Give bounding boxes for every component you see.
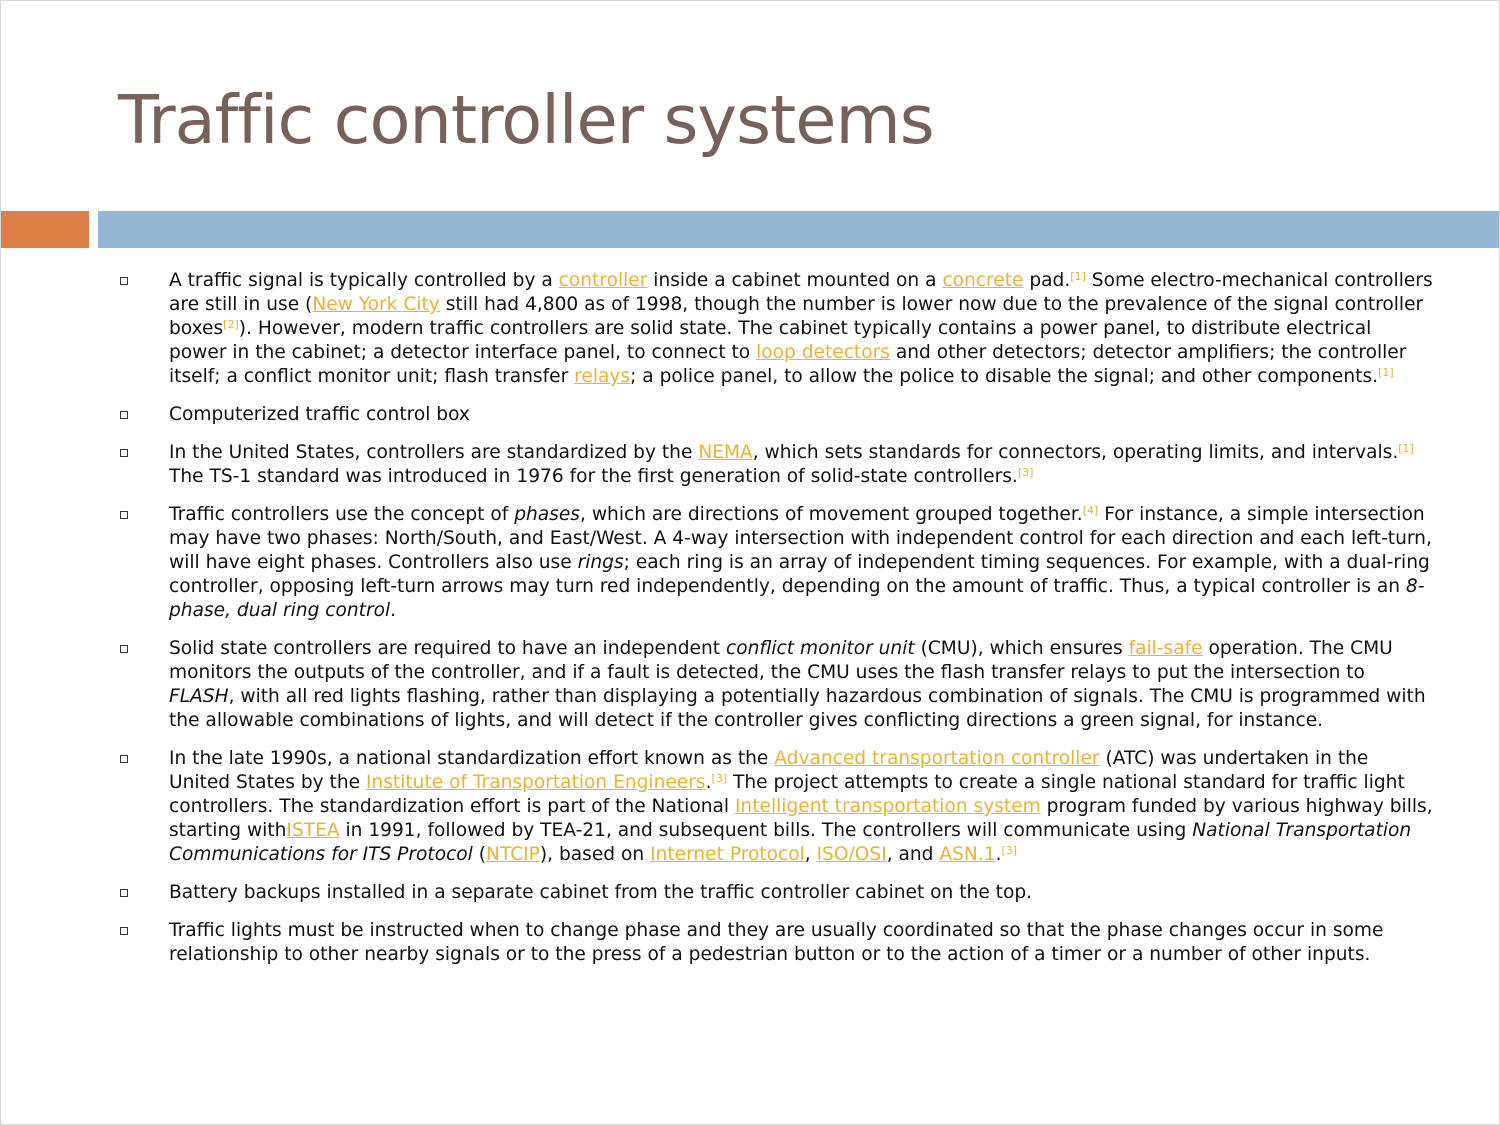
bullet-item-3: In the United States, controllers are standardized by the NEMA, which sets standards for connectors, operating limits, and intervals.[1] The TS-1 standard was introduced in 1976 for the first generation of solid-state controllers.[3] — [116, 441, 1434, 489]
link-loop-detectors[interactable]: loop detectors — [756, 342, 890, 363]
bullet-item-6: In the late 1990s, a national standardization effort known as the Advanced transportation controller (ATC) was undertaken in the United States by the Institute of Transportation Engineers.[3] The project attempts to create a single national standard for traffic light controllers. The standardization effort is part of the National Intelligent transportation system program funded by various highway bills, starting withISTEA in 1991, followed by TEA-21, and subsequent bills. The controllers will communicate using National Transportation Communications for ITS Protocol (NTCIP), based on Internet Protocol, ISO/OSI, and ASN.1.[3] — [116, 747, 1434, 867]
bullet-list — [116, 269, 1434, 981]
bullet-item-2: Computerized traffic control box — [116, 403, 1434, 427]
citation-link[interactable]: [3] — [1001, 844, 1018, 857]
bullet-square-icon — [120, 449, 128, 457]
bullet-square-icon — [120, 927, 128, 935]
bullet-item-8: Traffic lights must be instructed when to change phase and they are usually coordinated so that the phase changes occur in some relationship to other nearby signals or to the press of a pedestrian button or to the action of a timer or a number of other inputs. — [116, 919, 1434, 967]
bullet-item-1: A traffic signal is typically controlled by a controller inside a cabinet mounted on a concrete pad.[1] Some electro-mechanical controllers are still in use (New York City still had 4,800 as of 1998, though the number is lower now due to the prevalence of the signal controller boxes[2]). However, modern traffic controllers are solid state. The cabinet typically contains a power panel, to distribute electrical power in the cabinet; a detector interface panel, to connect to loop detectors and other detectors; detector amplifiers; the controller itself; a conflict monitor unit; flash transfer relays; a police panel, to allow the police to disable the signal; and other components.[1] — [116, 269, 1434, 389]
citation-link[interactable]: [1] — [1070, 270, 1086, 283]
link-ntcip[interactable]: NTCIP — [486, 844, 540, 865]
citation-link[interactable]: [2] — [223, 318, 239, 331]
link-intelligent-transportation-system[interactable]: Intelligent transportation system — [734, 796, 1041, 817]
slide-title: Traffic controller systems — [118, 81, 934, 159]
bullet-square-icon — [120, 645, 128, 653]
bullet-item-7: Battery backups installed in a separate cabinet from the traffic controller cabinet on the top. — [116, 881, 1434, 905]
accent-bar-blue — [98, 211, 1499, 248]
bullet-square-icon — [120, 511, 128, 519]
citation-link[interactable]: [1] — [1398, 442, 1414, 455]
link-istea[interactable]: ISTEA — [286, 820, 340, 841]
link-institute-of-transportation-engineers[interactable]: Institute of Transportation Engineers — [365, 772, 706, 793]
citation-link[interactable]: [1] — [1378, 366, 1394, 379]
citation-link[interactable]: [3] — [711, 772, 728, 785]
accent-bar-orange — [1, 211, 89, 248]
bullet-item-5: Solid state controllers are required to have an independent conflict monitor unit (CMU), which ensures fail-safe operation. The CMU monitors the outputs of the controller, and if a fault is detected, the CMU uses the flash transfer relays to put the intersection to FLASH, with all red lights flashing, rather than displaying a potentially hazardous combination of signals. The CMU is programmed with the allowable combinations of lights, and will detect if the controller gives conflicting directions a green signal, for instance. — [116, 637, 1434, 733]
link-concrete[interactable]: concrete — [942, 270, 1024, 291]
link-iso-osi[interactable]: ISO/OSI — [816, 844, 887, 865]
link-internet-protocol[interactable]: Internet Protocol — [650, 844, 805, 865]
link-relays[interactable]: relays — [574, 366, 631, 387]
link-fail-safe[interactable]: fail-safe — [1128, 638, 1203, 659]
citation-link[interactable]: [4] — [1082, 504, 1099, 517]
link-advanced-transportation-controller[interactable]: Advanced transportation controller — [774, 748, 1100, 769]
bullet-square-icon — [120, 889, 128, 897]
link-controller[interactable]: controller — [558, 270, 648, 291]
link-new-york-city[interactable]: New York City — [312, 294, 440, 315]
bullet-item-4: Traffic controllers use the concept of phases, which are directions of movement grouped together.[4] For instance, a simple intersection may have two phases: North/South, and East/West. A 4-way intersection with independent control for each direction and each left-turn, will have eight phases. Controllers also use rings; each ring is an array of independent timing sequences. For example, with a dual-ring controller, opposing left-turn arrows may turn red independently, depending on the amount of traffic. Thus, a typical controller is an 8-phase, dual ring control. — [116, 503, 1434, 623]
bullet-square-icon — [120, 277, 128, 285]
citation-link[interactable]: [3] — [1017, 466, 1034, 479]
link-asn1[interactable]: ASN.1 — [939, 844, 996, 865]
bullet-square-icon — [120, 411, 128, 419]
link-nema[interactable]: NEMA — [698, 442, 753, 463]
bullet-square-icon — [120, 755, 128, 763]
